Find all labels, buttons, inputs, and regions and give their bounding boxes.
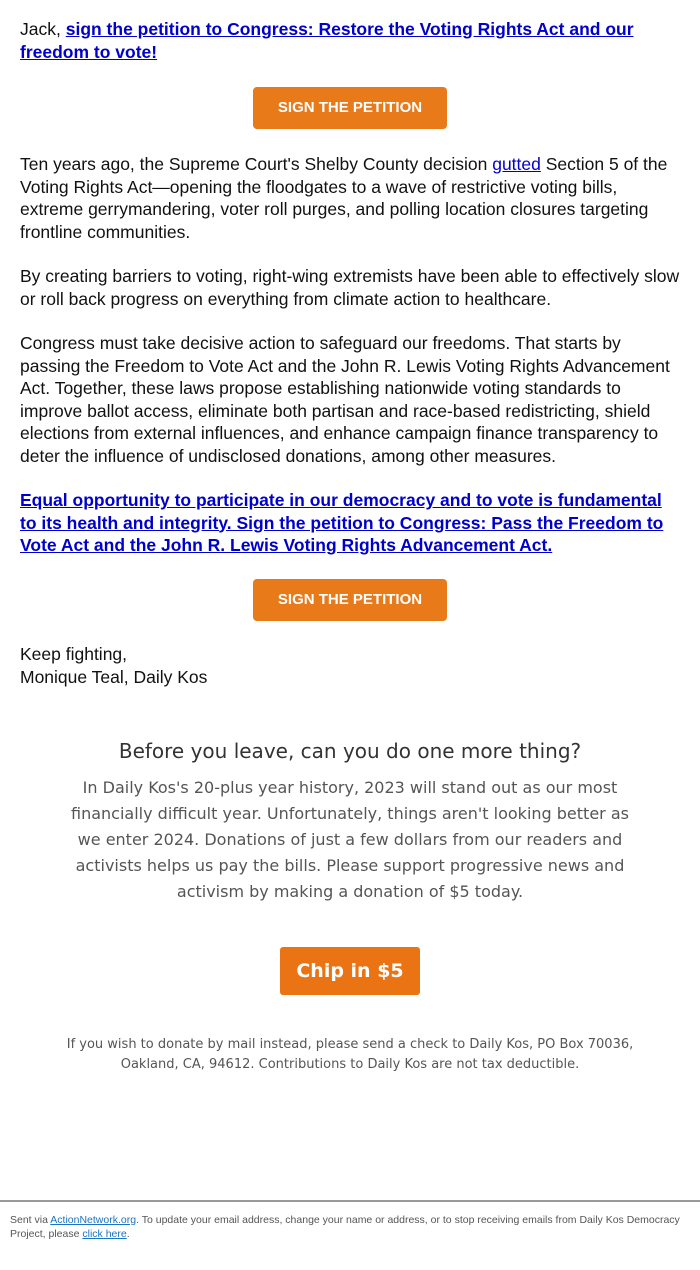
footer-end: . xyxy=(126,1228,130,1240)
unsubscribe-link[interactable]: click here xyxy=(82,1228,127,1240)
signoff xyxy=(20,643,680,689)
intro-paragraph xyxy=(20,18,680,63)
paragraph-equal-opportunity xyxy=(20,489,680,557)
footer-update-text: . To update your email address, change your name or address, or to stop receiving emails from Daily Kos Democracy Project, please xyxy=(10,1214,680,1240)
paragraph-shelby xyxy=(20,153,680,243)
signoff-author: Monique Teal, Daily Kos xyxy=(20,666,208,687)
sign-petition-button-bottom[interactable]: SIGN THE PETITION xyxy=(253,579,447,621)
petition-button-row-1 xyxy=(20,63,680,153)
signoff-line-1: Keep fighting, xyxy=(20,643,128,664)
donation-appeal xyxy=(0,739,700,1035)
greeting: Jack, xyxy=(20,19,66,39)
paragraph-shelby-text-end: Section 5 of the Voting Rights Act—opening the floodgates to a wave of restrictive voting bills, extreme gerrymandering, voter roll purges, and polling location closures targeting frontline communities. xyxy=(20,154,668,242)
gutted-link[interactable]: gutted xyxy=(492,154,541,174)
donation-body: In Daily Kos's 20-plus year history, 2023 will stand out as our most financially difficult year. Unfortunately, things aren't looking better as we enter 2024. Donations of just a few dollars from our readers and activists helps us pay the bills. Please support progressive news and activism by making a donation of $5 today. xyxy=(71,777,629,901)
equal-opportunity-petition-link[interactable]: Equal opportunity to participate in our democracy and to vote is fundamental to its health and integrity. Sign the petition to Congress: Pass the Freedom to Vote Act and the John R. Lewis Voting Rights Advancement Act. xyxy=(20,490,664,555)
mail-donation-note: If you wish to donate by mail instead, please send a check to Daily Kos, PO Box 70036, Oakland, CA, 94612. Contributions to Daily Kos are not tax deductible. xyxy=(66,1036,634,1072)
paragraph-congress: Congress must take decisive action to safeguard our freedoms. That starts by passing the Freedom to Vote Act and the John R. Lewis Voting Rights Advancement Act. Together, these laws propose establishing nationwide voting standards to improve ballot access, eliminate both partisan and race-based redistricting, shield elections from external influences, and enhance campaign finance transparency to deter the influence of undisclosed donations, among other measures. xyxy=(20,333,670,466)
sign-petition-button-top[interactable]: SIGN THE PETITION xyxy=(253,87,447,129)
action-network-link[interactable]: ActionNetwork.org xyxy=(50,1214,137,1226)
paragraph-barriers: By creating barriers to voting, right-wing extremists have been able to effectively slow or roll back progress on everything from climate action to healthcare. xyxy=(20,266,680,309)
footer-sent-via: Sent via xyxy=(10,1214,51,1226)
petition-button-row-2 xyxy=(20,557,680,643)
email-footer xyxy=(0,1200,700,1241)
paragraph-shelby-text-start: Ten years ago, the Supreme Court's Shelby County decision xyxy=(20,154,493,174)
donation-heading: Before you leave, can you do one more thing? xyxy=(118,738,582,763)
intro-petition-link[interactable]: sign the petition to Congress: Restore the Voting Rights Act and our freedom to vote! xyxy=(20,19,634,62)
chip-in-button[interactable]: Chip in $5 xyxy=(280,947,420,995)
